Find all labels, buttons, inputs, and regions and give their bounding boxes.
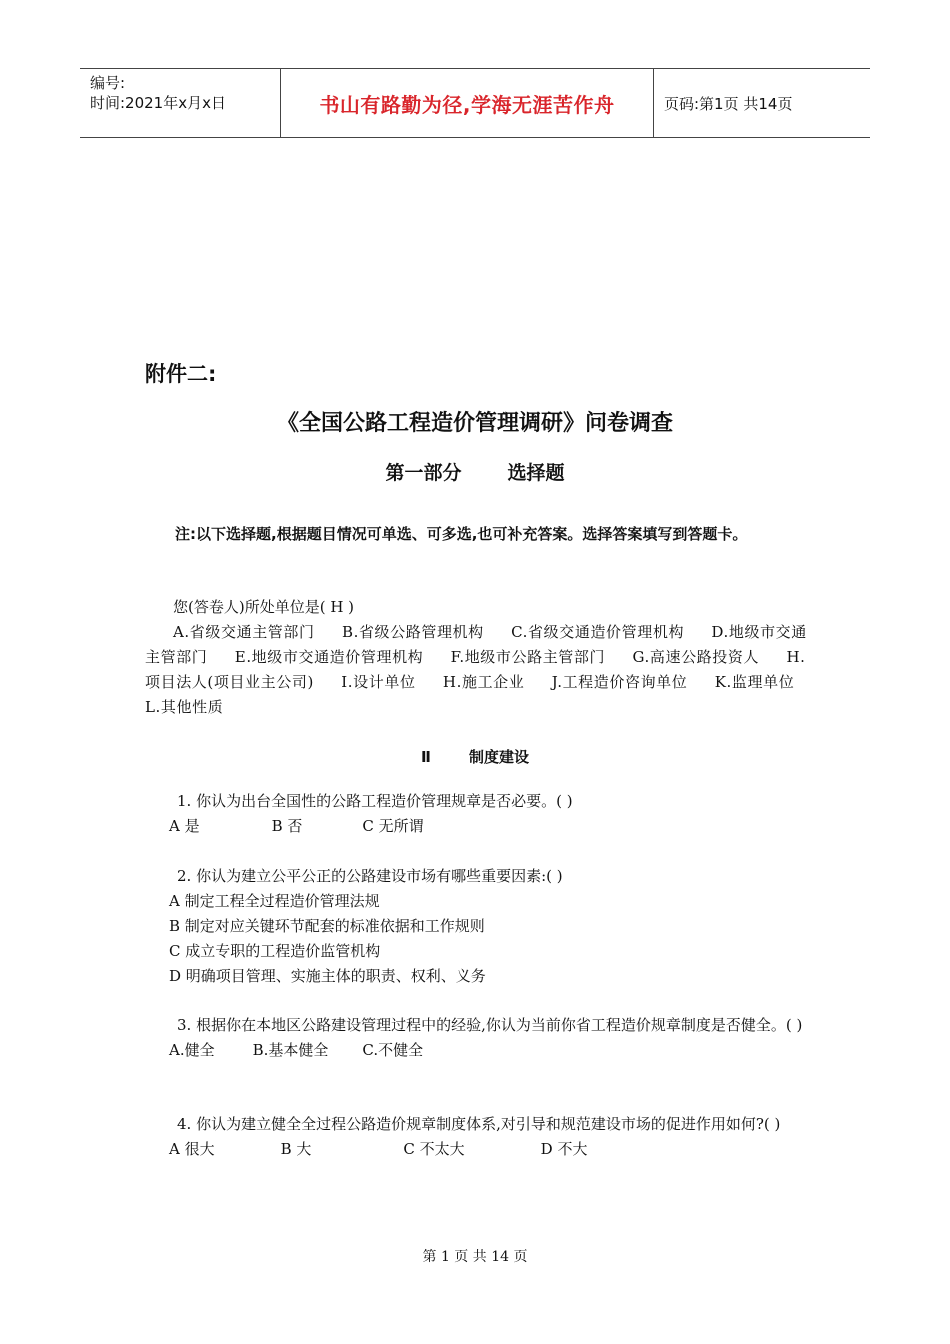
option: B 否 [271,817,303,835]
question-option: B 制定对应关键环节配套的标准依据和工作规则 [169,917,485,935]
unit-question-options: A.省级交通主管部门 B.省级公路管理机构 C.省级交通造价管理机构 D.地级市交通主管部门 E.地级市交通造价管理机构 F.地级市公路主管部门 G.高速公路投资人 H.项目法人(项目业主公司) I.设计单位 H.施工企业 J.工程造价咨询单位 K.监理单位 L.其他性质 [145,623,807,716]
section-name: 制度建设 [468,748,529,766]
header-page-cell [654,69,870,137]
page-label: 页码:第1页 共14页 [664,94,793,113]
instruction-note: 注:以下选择题,根据题目情况可单选、可多选,也可补充答案。选择答案填写到答题卡。 [175,525,748,543]
part-heading [0,458,950,485]
section-heading [0,746,950,767]
question-option: A 制定工程全过程造价管理法规 [169,892,380,910]
question-options [145,1038,810,1063]
question-prompt: 1. 你认为出台全国性的公路工程造价管理规章是否必要。( ) [177,792,573,810]
unit-question [145,595,810,720]
question-prompt: 3. 根据你在本地区公路建设管理过程中的经验,你认为当前你省工程造价规章制度是否健全。( ) [177,1016,803,1034]
question-options [145,1137,810,1162]
question-options [145,814,810,839]
attachment-label: 附件二: [145,362,217,386]
header-left-cell [80,69,281,137]
question-3 [145,1013,810,1063]
motto-text: 书山有路勤为径,学海无涯苦作舟 [319,92,615,117]
unit-question-prompt: 您(答卷人)所处单位是( H ) [173,598,355,616]
option: C.不健全 [362,1041,424,1059]
question-2 [145,864,810,989]
part-number: 第一部分 [385,462,462,484]
page-footer: 第 1 页 共 14 页 [422,1249,528,1265]
document-title: 《全国公路工程造价管理调研》问卷调查 [276,411,673,436]
option: B 大 [280,1140,312,1158]
part-name: 选择题 [507,462,565,484]
section-number: Ⅱ [421,748,431,766]
question-4 [145,1112,810,1162]
option: B.基本健全 [252,1041,329,1059]
question-option: D 明确项目管理、实施主体的职责、权利、义务 [169,967,486,985]
question-prompt: 2. 你认为建立公平公正的公路建设市场有哪些重要因素:( ) [177,867,563,885]
question-option: C 成立专职的工程造价监管机构 [169,942,381,960]
option: A.健全 [169,1041,215,1059]
header-motto-cell [281,69,654,137]
question-1 [145,789,810,839]
option: C 无所谓 [362,817,424,835]
question-prompt: 4. 你认为建立健全全过程公路造价规章制度体系,对引导和规范建设市场的促进作用如何?( ) [177,1115,781,1133]
number-label: 编号: [90,74,126,92]
option: C 不太大 [403,1140,465,1158]
time-label: 时间:2021年x月x日 [90,94,226,112]
header-table [80,68,870,138]
option: A 很大 [169,1140,215,1158]
option: D 不大 [540,1140,588,1158]
option: A 是 [169,817,200,835]
